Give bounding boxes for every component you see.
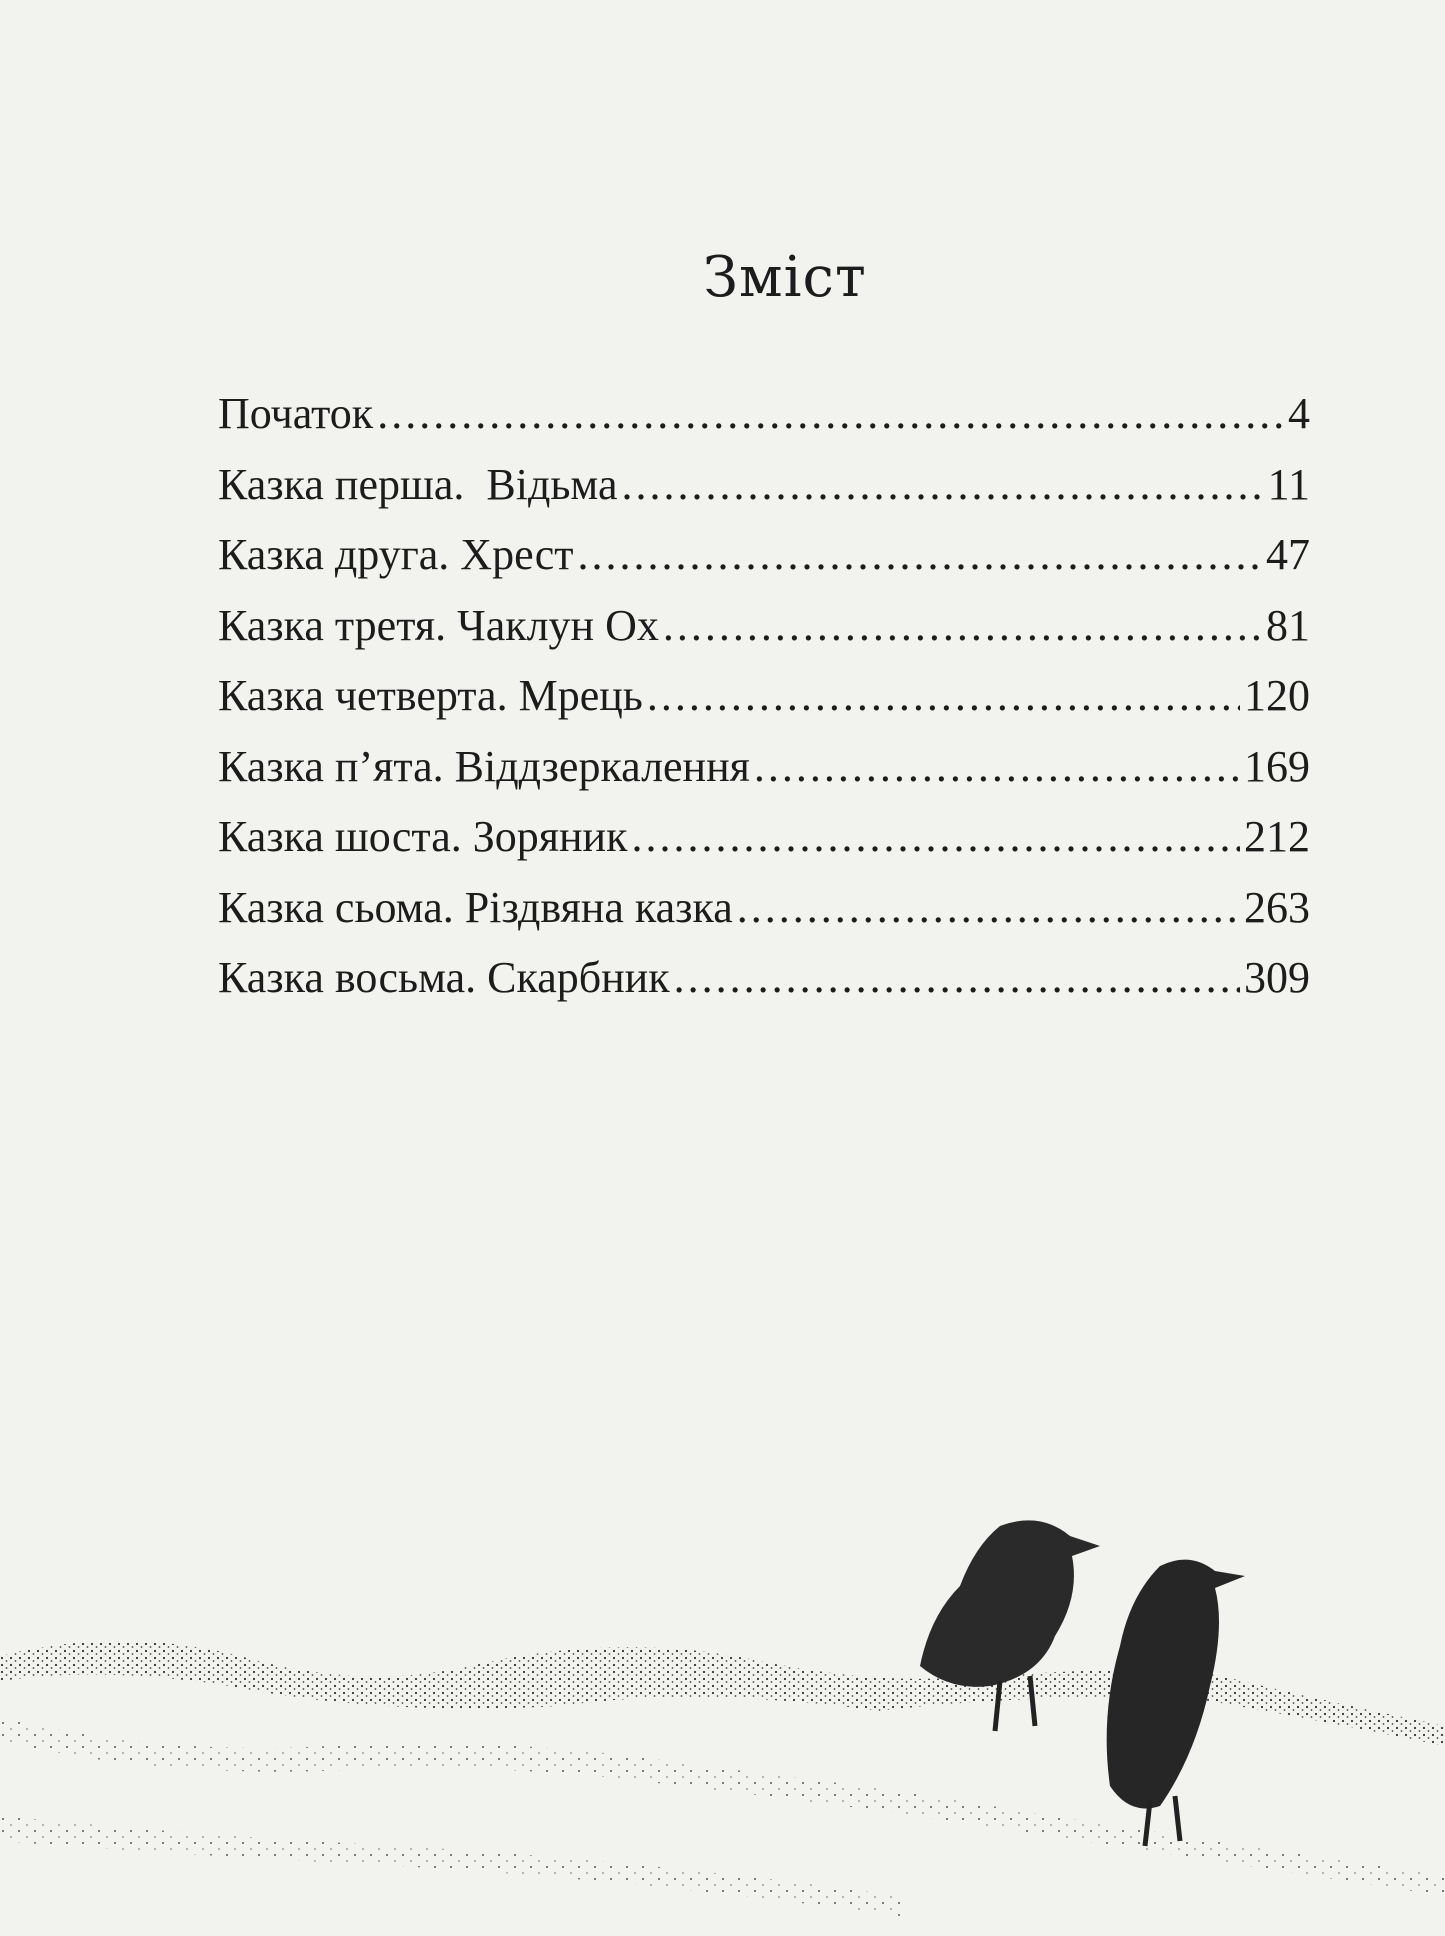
dot-leader bbox=[577, 529, 1262, 580]
dot-leader bbox=[754, 741, 1240, 792]
page-title: Зміст bbox=[703, 245, 867, 310]
toc-entry-title: Казка восьма. Скарбник bbox=[218, 953, 670, 1002]
toc-entry[interactable] bbox=[218, 600, 1310, 671]
toc-entry-page: 212 bbox=[1244, 812, 1310, 861]
toc-entry[interactable] bbox=[218, 811, 1310, 882]
toc-entry-title: Казка п’ята. Віддзеркалення bbox=[218, 741, 750, 791]
toc-entry[interactable] bbox=[218, 388, 1310, 459]
dot-leader bbox=[622, 459, 1264, 510]
dot-leader bbox=[631, 811, 1240, 862]
toc-entry-page: 169 bbox=[1244, 741, 1310, 791]
dot-leader bbox=[647, 670, 1240, 721]
toc-entry-page: 309 bbox=[1244, 953, 1310, 1002]
toc-entry-title: Казка третя. Чаклун Ох bbox=[218, 600, 659, 650]
dot-leader bbox=[674, 952, 1240, 1003]
crows-illustration bbox=[0, 1516, 1445, 1936]
toc-entry-page: 81 bbox=[1266, 600, 1310, 650]
toc-entry-title: Казка перша. Відьма bbox=[218, 459, 618, 509]
toc-entry-page: 11 bbox=[1267, 459, 1310, 509]
toc-entry-title: Казка друга. Хрест bbox=[218, 530, 574, 579]
toc-entry-title: Початок bbox=[218, 389, 374, 438]
dot-leader bbox=[663, 600, 1262, 651]
dot-leader bbox=[737, 882, 1240, 933]
toc-entry-title: Казка шоста. Зоряник bbox=[218, 812, 628, 861]
toc-entry-title: Казка четверта. Мрець bbox=[218, 671, 643, 720]
toc-entry-page: 4 bbox=[1288, 389, 1310, 438]
toc-entry[interactable] bbox=[218, 670, 1310, 741]
toc-entry-title: Казка сьома. Різдвяна казка bbox=[218, 882, 733, 932]
toc-entry[interactable] bbox=[218, 529, 1310, 600]
snowy-hills bbox=[0, 1641, 1445, 1916]
toc-entry[interactable] bbox=[218, 882, 1310, 953]
toc-entry-page: 47 bbox=[1266, 530, 1310, 579]
toc-entry-page: 120 bbox=[1244, 671, 1310, 720]
dot-leader bbox=[377, 388, 1284, 439]
toc-entry[interactable] bbox=[218, 459, 1310, 530]
toc-entry[interactable] bbox=[218, 952, 1310, 1023]
table-of-contents bbox=[218, 388, 1310, 1023]
toc-entry[interactable] bbox=[218, 741, 1310, 812]
toc-entry-page: 263 bbox=[1244, 882, 1310, 932]
